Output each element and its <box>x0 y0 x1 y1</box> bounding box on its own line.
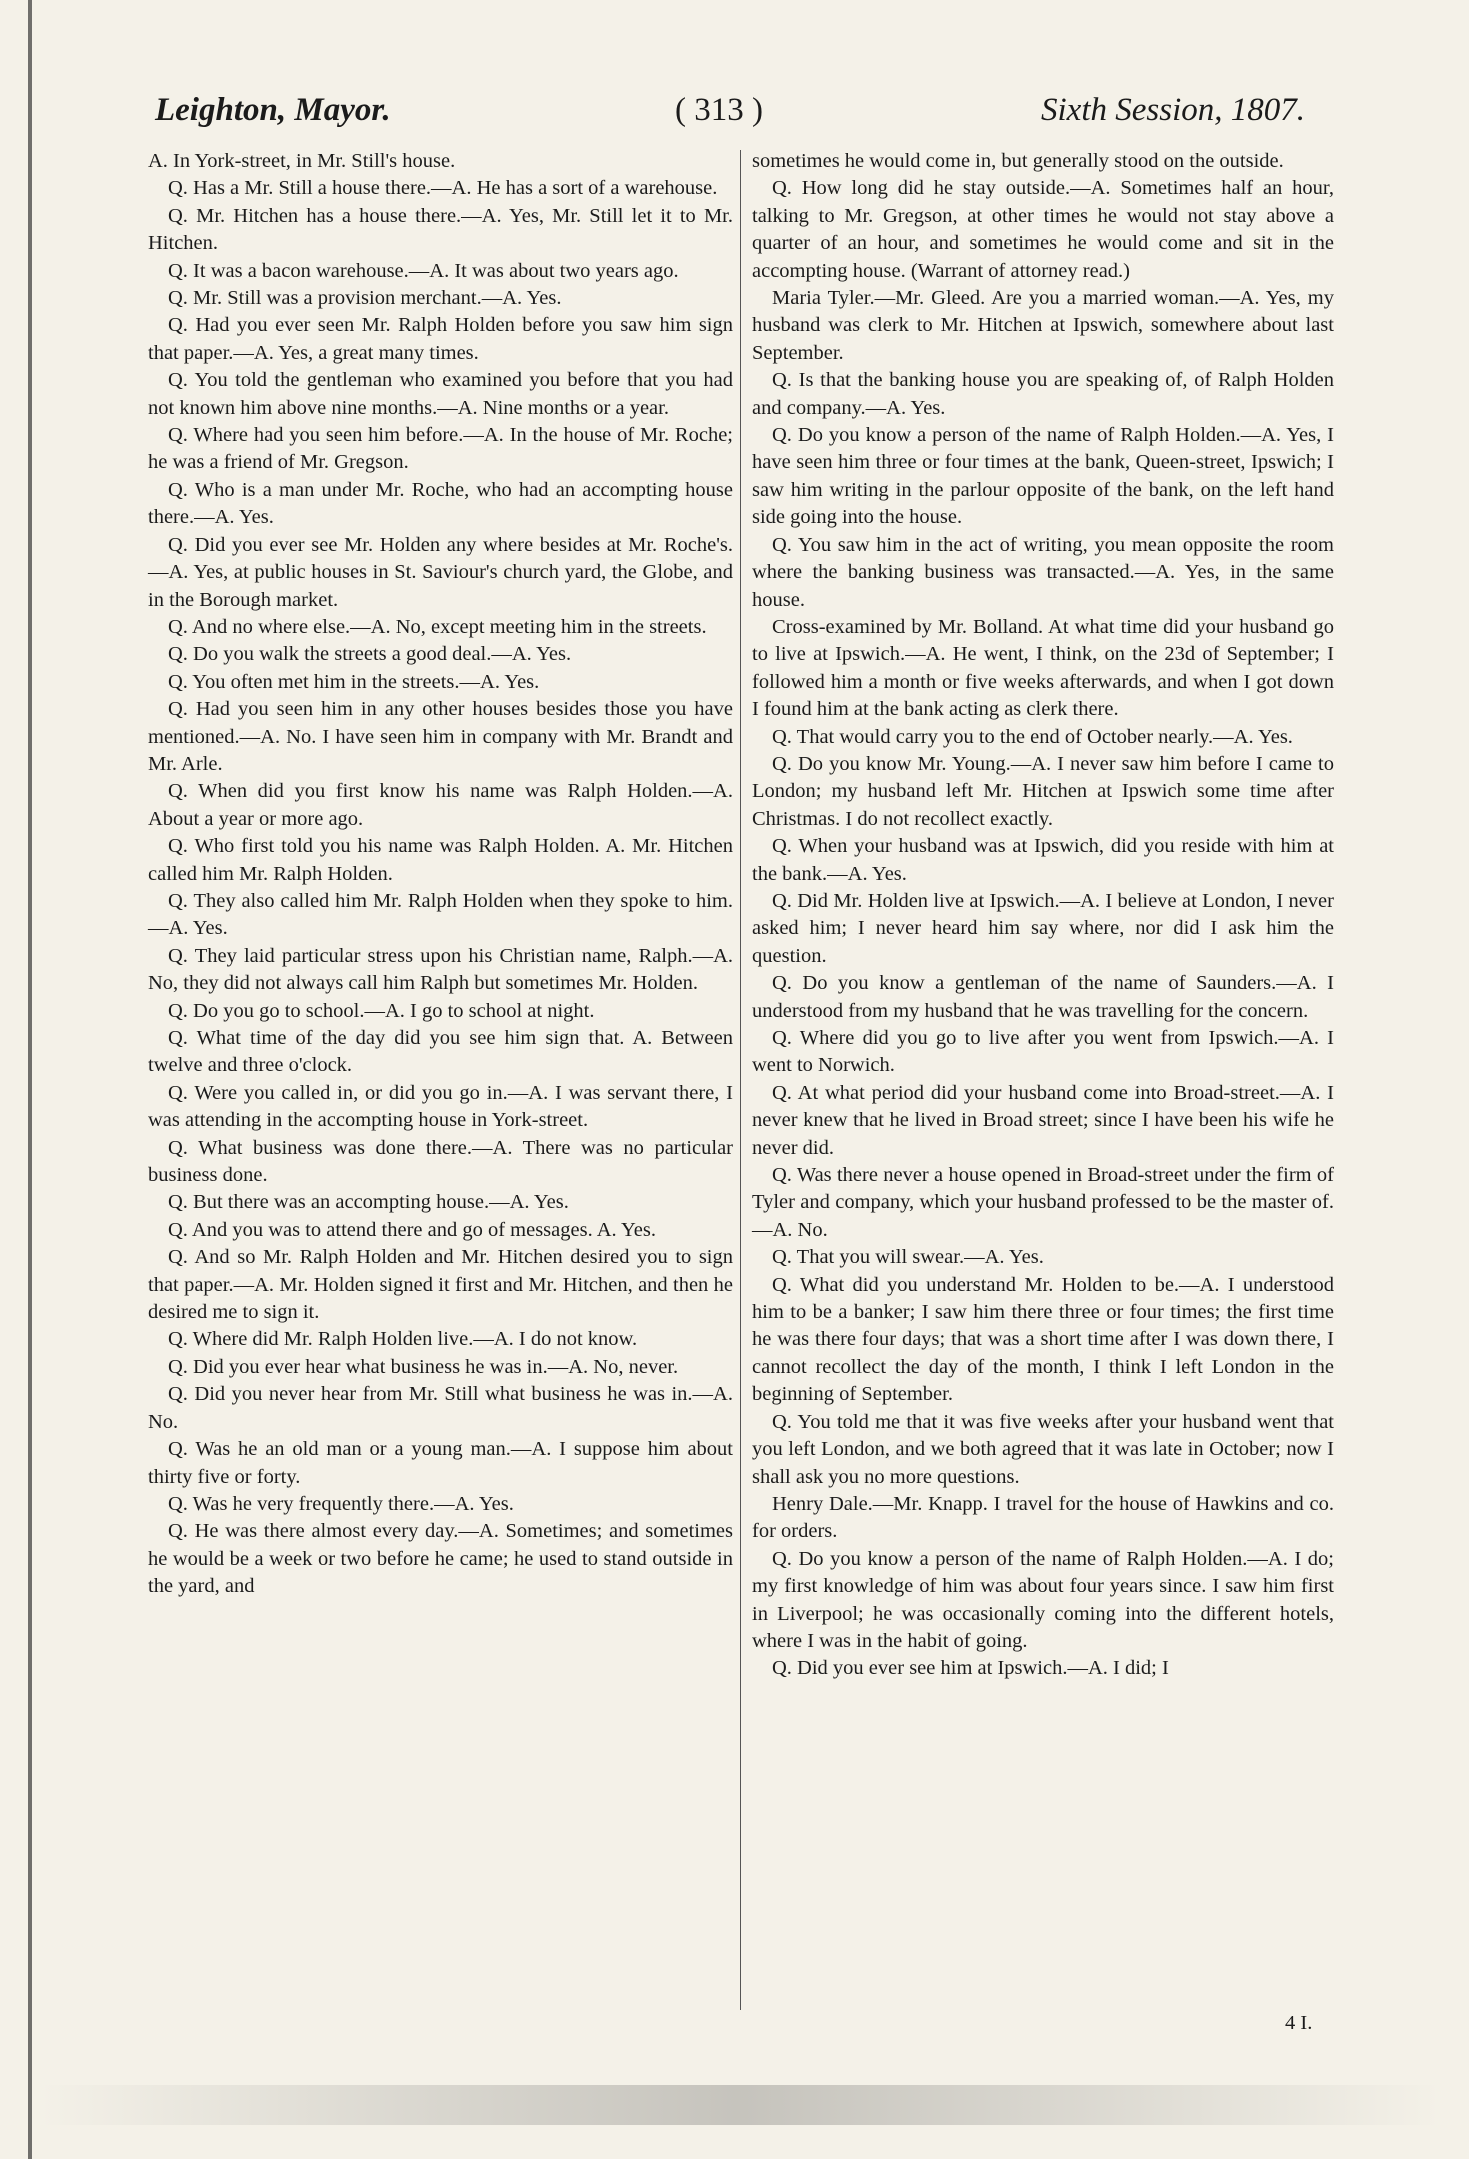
paragraph: Q. What time of the day did you see him sign that. A. Between twelve and three o'clock. <box>148 1027 733 1077</box>
header-right: Sixth Session, 1807. <box>1041 92 1305 128</box>
header-left: Leighton, Mayor. <box>155 92 391 128</box>
paragraph: A. In York-street, in Mr. Still's house. <box>148 150 456 172</box>
paragraph: Q. You saw him in the act of writing, you mean opposite the room where the banking business was transacted.—A. Yes, in the same house. <box>752 533 1334 611</box>
paragraph: Q. They laid particular stress upon his Christian name, Ralph.—A. No, they did not always call him Ralph but sometimes Mr. Holden. <box>148 944 733 995</box>
paragraph: Q. That would carry you to the end of October nearly.—A. Yes. <box>772 725 1293 748</box>
paragraph: Q. Was he an old man or a young man.—A. I suppose him about thirty five or forty. <box>148 1438 733 1488</box>
signature-mark: 4 I. <box>1285 2012 1313 2034</box>
paragraph: Q. At what period did your husband come into Broad-street.—A. I never knew that he lived in Broad street; since I have been his wife he never did. <box>752 1081 1334 1159</box>
paragraph: Q. It was a bacon warehouse.—A. It was about two years ago. <box>168 259 679 282</box>
paragraph: Q. Who first told you his name was Ralph Holden. A. Mr. Hitchen called him Mr. Ralph Holden. <box>148 835 733 885</box>
paragraph: Q. But there was an accompting house.—A. Yes. <box>168 1191 569 1214</box>
paragraph: Q. When your husband was at Ipswich, did you reside with him at the bank.—A. Yes. <box>752 835 1334 885</box>
paragraph: Q. How long did he stay outside.—A. Sometimes half an hour, talking to Mr. Gregson, at other times he would not stay above a quarter of an hour, and sometimes he would come and sit in the accompting house. (Warrant of attorney read.) <box>752 177 1334 282</box>
paragraph: Q. Is that the banking house you are speaking of, of Ralph Holden and company.—A. Yes. <box>752 369 1334 419</box>
paragraph: Q. Do you know a person of the name of Ralph Holden.—A. Yes, I have seen him three or four times at the bank, Queen-street, Ipswich; I saw him writing in the parlour opposite of the bank, on the left hand side going into the house. <box>752 424 1334 529</box>
paragraph: Q. And so Mr. Ralph Holden and Mr. Hitchen desired you to sign that paper.—A. Mr. Holden signed it first and Mr. Hitchen, and then he desired me to sign it. <box>148 1246 733 1324</box>
paragraph: Q. Had you seen him in any other houses besides those you have mentioned.—A. No. I have seen him in company with Mr. Brandt and Mr. Arle. <box>148 698 733 775</box>
paragraph: Q. Has a Mr. Still a house there.—A. He has a sort of a warehouse. <box>168 177 718 200</box>
paragraph: Q. You told me that it was five weeks after your husband went that you left London, and we both agreed that it was late in October; now I shall ask you no more questions. <box>752 1410 1334 1488</box>
paragraph: Maria Tyler.—Mr. Gleed. Are you a married woman.—A. Yes, my husband was clerk to Mr. Hitchen at Ipswich, somewhere about last September. <box>752 287 1334 364</box>
paragraph: Q. Did you ever see Mr. Holden any where besides at Mr. Roche's.—A. Yes, at public houses in St. Saviour's church yard, the Globe, and in the Borough market. <box>148 533 733 611</box>
scan-smudge <box>40 2085 1440 2125</box>
paragraph: Q. Did Mr. Holden live at Ipswich.—A. I believe at London, I never asked him; I never heard him say where, nor did I ask him the question. <box>752 889 1334 967</box>
paragraph: Q. Were you called in, or did you go in.—A. I was servant there, I was attending in the accompting house in York-street. <box>148 1081 733 1132</box>
paragraph: Q. Did you never hear from Mr. Still what business he was in.—A. No. <box>148 1383 733 1433</box>
paragraph: Q. Do you know Mr. Young.—A. I never saw him before I came to London; my husband left Mr. Hitchen at Ipswich some time after Christmas. I do not recollect exactly. <box>752 752 1334 830</box>
paragraph: Q. Did you ever see him at Ipswich.—A. I did; I <box>772 1657 1169 1680</box>
paragraph: Q. Where did you go to live after you went from Ipswich.—A. I went to Norwich. <box>752 1027 1334 1077</box>
paragraph: Q. And no where else.—A. No, except meeting him in the streets. <box>168 615 707 638</box>
right-column <box>752 148 1334 1683</box>
paragraph: Q. Do you know a person of the name of Ralph Holden.—A. I do; my first knowledge of him was about four years since. I saw him first in Liverpool; he was occasionally coming into the different hotels, where I was in the habit of going. <box>752 1547 1334 1652</box>
paragraph: Q. Who is a man under Mr. Roche, who had an accompting house there.—A. Yes. <box>148 478 733 529</box>
paragraph: Q. Where had you seen him before.—A. In the house of Mr. Roche; he was a friend of Mr. Gregson. <box>148 424 733 474</box>
page-binding-edge <box>28 0 32 2159</box>
paragraph: Q. He was there almost every day.—A. Sometimes; and sometimes he would be a week or two before he came; he used to stand outside in the yard, and <box>148 1520 733 1598</box>
paragraph: Q. Mr. Still was a provision merchant.—A. Yes. <box>168 287 562 310</box>
paragraph: Q. Where did Mr. Ralph Holden live.—A. I do not know. <box>168 1328 638 1351</box>
page-number: ( 313 ) <box>675 92 763 128</box>
paragraph: Q. Do you know a gentleman of the name of Saunders.—A. I understood from my husband that he was travelling for the concern. <box>752 972 1334 1022</box>
left-column <box>148 148 733 1601</box>
paragraph: Q. And you was to attend there and go of messages. A. Yes. <box>168 1218 656 1241</box>
paragraph: Q. They also called him Mr. Ralph Holden when they spoke to him.—A. Yes. <box>148 889 733 940</box>
paragraph: Q. Was he very frequently there.—A. Yes. <box>168 1492 514 1515</box>
paragraph: Q. What business was done there.—A. There was no particular business done. <box>148 1136 733 1187</box>
paragraph: Q. Do you go to school.—A. I go to school at night. <box>168 999 595 1022</box>
paragraph: Henry Dale.—Mr. Knapp. I travel for the house of Hawkins and co. for orders. <box>752 1492 1334 1543</box>
paragraph: sometimes he would come in, but generally stood on the outside. <box>752 150 1284 172</box>
paragraph: Q. Do you walk the streets a good deal.—A. Yes. <box>168 643 572 666</box>
paragraph: Q. You told the gentleman who examined you before that you had not known him above nine months.—A. Nine months or a year. <box>148 369 733 419</box>
paragraph: Q. You often met him in the streets.—A. Yes. <box>168 670 540 693</box>
paragraph: Q. Mr. Hitchen has a house there.—A. Yes, Mr. Still let it to Mr. Hitchen. <box>148 204 733 255</box>
paragraph: Q. When did you first know his name was Ralph Holden.—A. About a year or more ago. <box>148 780 733 830</box>
paragraph: Q. What did you understand Mr. Holden to be.—A. I understood him to be a banker; I saw him there three or four times; the first time he was there four days; that was a short time after I was down there, I cannot recollect the day of the month, I think I left London in the beginning of September. <box>752 1273 1334 1406</box>
running-header <box>155 92 1305 142</box>
paragraph: Q. That you will swear.—A. Yes. <box>772 1246 1044 1269</box>
column-divider <box>740 150 741 2010</box>
paragraph: Cross-examined by Mr. Bolland. At what time did your husband go to live at Ipswich.—A. He went, I think, on the 23d of September; I followed him a month or five weeks afterwards, and when I got down I found him at the bank acting as clerk there. <box>752 615 1334 721</box>
paragraph: Q. Did you ever hear what business he was in.—A. No, never. <box>168 1355 679 1378</box>
paragraph: Q. Was there never a house opened in Broad-street under the firm of Tyler and company, which your husband professed to be the master of.—A. No. <box>752 1164 1334 1241</box>
paragraph: Q. Had you ever seen Mr. Ralph Holden before you saw him sign that paper.—A. Yes, a great many times. <box>148 314 733 364</box>
